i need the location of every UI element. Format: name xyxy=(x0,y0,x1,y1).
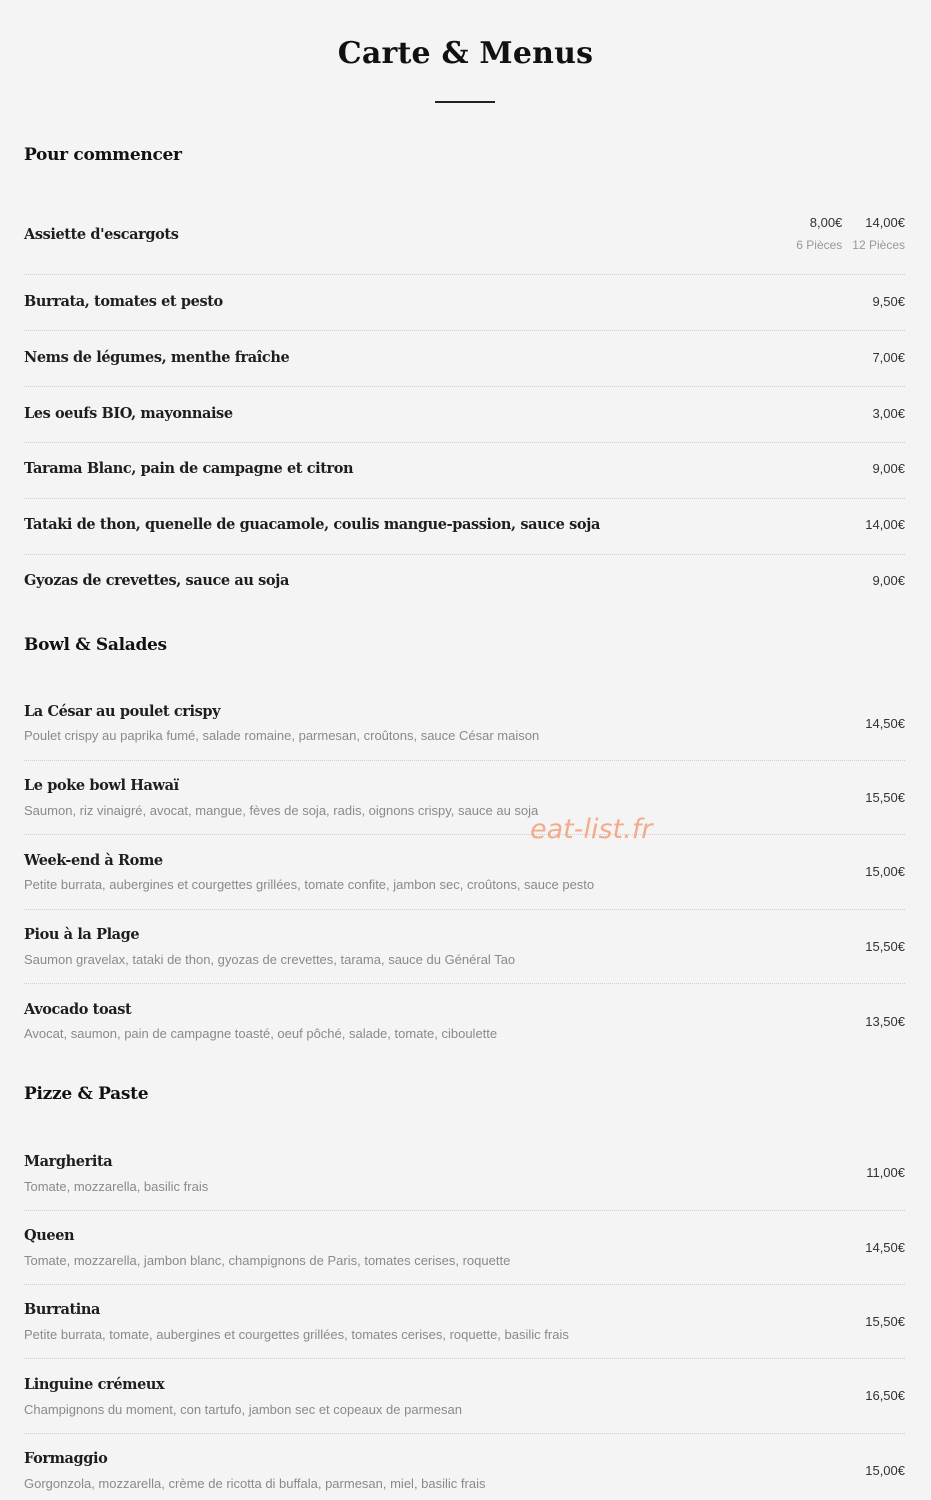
item-price: 11,00€ xyxy=(866,1165,905,1180)
item-price: 3,00€ xyxy=(872,406,905,421)
item-name: Burratina xyxy=(24,1301,101,1318)
item-description: Saumon, riz vinaigré, avocat, mangue, fèves de soja, radis, oignons crispy, sauce au soja xyxy=(24,803,539,818)
item-description: Petite burrata, aubergines et courgettes grillées, tomate confite, jambon sec, croûtons, sauce pesto xyxy=(24,877,595,892)
portion-label: 12 Pièces xyxy=(852,238,905,252)
menu-item xyxy=(24,331,905,387)
item-description: Tomate, mozzarella, jambon blanc, champignons de Paris, tomates cerises, roquette xyxy=(24,1253,511,1268)
page-title: Carte & Menus xyxy=(337,36,594,71)
item-name: Le poke bowl Hawaï xyxy=(24,777,179,794)
menu-item xyxy=(24,835,905,910)
item-name: La César au poulet crispy xyxy=(24,703,221,720)
item-name: Margherita xyxy=(24,1153,113,1170)
item-price: 15,00€ xyxy=(865,1463,905,1478)
item-price: 9,00€ xyxy=(872,461,905,476)
item-price: 14,50€ xyxy=(865,716,905,731)
item-name: Week-end à Rome xyxy=(24,852,163,869)
title-divider xyxy=(435,101,495,103)
item-name: Gyozas de crevettes, sauce au soja xyxy=(24,572,290,589)
menu-item xyxy=(24,1433,905,1500)
item-price: 14,00€ xyxy=(865,517,905,532)
menu-item xyxy=(24,1210,905,1285)
item-price: 14,50€ xyxy=(865,1240,905,1255)
item-name: Formaggio xyxy=(24,1450,108,1467)
item-description: Poulet crispy au paprika fumé, salade romaine, parmesan, croûtons, sauce César maison xyxy=(24,728,540,743)
menu-item xyxy=(24,443,905,499)
item-description: Tomate, mozzarella, basilic frais xyxy=(24,1179,209,1194)
item-name: Avocado toast xyxy=(24,1001,132,1018)
item-name: Nems de légumes, menthe fraîche xyxy=(24,349,290,366)
item-price: 15,50€ xyxy=(865,939,905,954)
item-description: Gorgonzola, mozzarella, crème de ricotta di buffala, parmesan, miel, basilic frais xyxy=(24,1476,486,1491)
price-option xyxy=(796,204,842,252)
menu-item xyxy=(24,1284,905,1359)
item-name: Tataki de thon, quenelle de guacamole, coulis mangue-passion, sauce soja xyxy=(24,516,601,533)
item-price: 8,00€ xyxy=(809,215,843,230)
price-option xyxy=(852,204,905,252)
item-price: 15,50€ xyxy=(865,1314,905,1329)
item-name: Linguine crémeux xyxy=(24,1376,165,1393)
item-price: 16,50€ xyxy=(865,1388,905,1403)
menu-item xyxy=(24,1135,905,1211)
item-description: Saumon gravelax, tataki de thon, gyozas de crevettes, tarama, sauce du Général Tao xyxy=(24,952,516,967)
menu-item xyxy=(24,499,905,555)
item-description: Avocat, saumon, pain de campagne toasté, oeuf pôché, salade, tomate, ciboulette xyxy=(24,1026,498,1041)
menu-item xyxy=(24,760,905,835)
section-title-bowl-salades: Bowl & Salades xyxy=(24,635,167,655)
menu-item xyxy=(24,1359,905,1434)
menu-item xyxy=(24,909,905,984)
item-name: Burrata, tomates et pesto xyxy=(24,293,223,310)
menu-item xyxy=(24,387,905,443)
item-name: Piou à la Plage xyxy=(24,926,140,943)
item-description: Petite burrata, tomate, aubergines et courgettes grillées, tomates cerises, roquette, basilic frais xyxy=(24,1327,569,1342)
item-price: 9,50€ xyxy=(872,294,905,309)
watermark: eat-list.fr xyxy=(530,814,653,845)
menu-item xyxy=(24,555,905,610)
item-description: Champignons du moment, con tartufo, jambon sec et copeaux de parmesan xyxy=(24,1402,462,1417)
item-name: Assiette d'escargots xyxy=(24,226,179,243)
menu-item xyxy=(24,685,905,761)
portion-label: 6 Pièces xyxy=(796,238,843,252)
item-name: Tarama Blanc, pain de campagne et citron xyxy=(24,460,354,477)
section-title-pour-commencer: Pour commencer xyxy=(24,145,182,165)
item-price: 15,50€ xyxy=(865,790,905,805)
item-price: 9,00€ xyxy=(872,573,905,588)
price-options xyxy=(796,204,905,252)
item-name: Les oeufs BIO, mayonnaise xyxy=(24,405,233,422)
menu-item xyxy=(24,984,905,1058)
menu-item xyxy=(24,275,905,331)
item-price: 7,00€ xyxy=(872,350,905,365)
item-price: 14,00€ xyxy=(865,215,905,230)
item-name: Queen xyxy=(24,1227,75,1244)
item-price: 15,00€ xyxy=(865,864,905,879)
item-price: 13,50€ xyxy=(865,1014,905,1029)
menu-item xyxy=(24,204,905,275)
section-title-pizze-paste: Pizze & Paste xyxy=(24,1084,149,1104)
